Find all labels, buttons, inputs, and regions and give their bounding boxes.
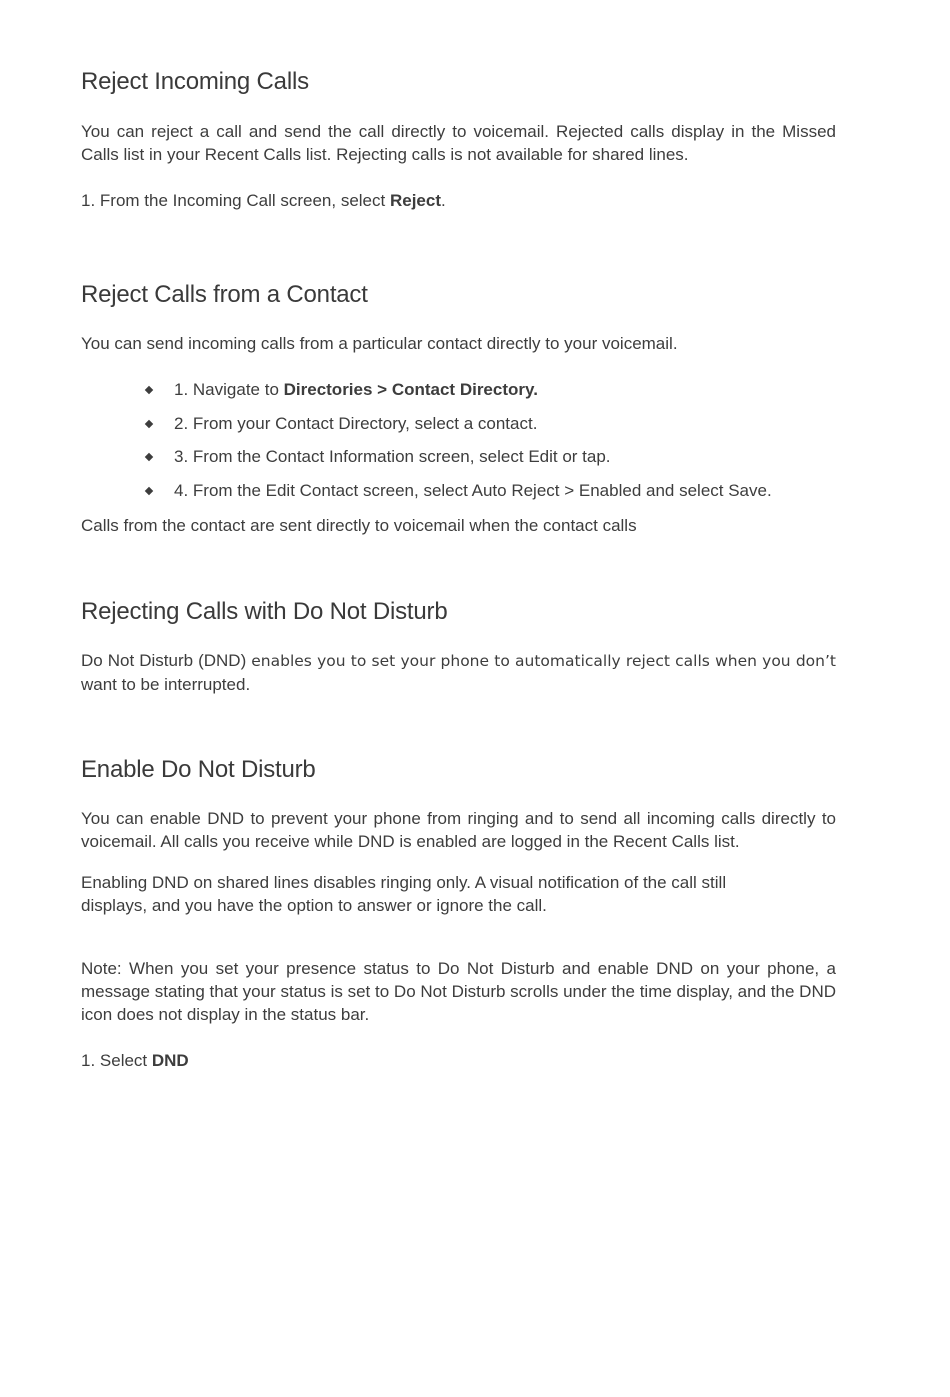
reject-incoming-body: You can reject a call and send the call directly to voicemail. Rejected calls display in the Missed Calls list in your Recent Calls list. Rejecting calls is not available for shared lines. xyxy=(81,122,836,164)
dnd-intro-body: Do Not Disturb (DND) enables you to set your phone to automatically reject calls when you don’t want to be interrupted. xyxy=(81,651,836,694)
enable-dnd-shared-lines-line1: Enabling DND on shared lines disables ringing only. A visual notification of the call still xyxy=(81,873,727,892)
reject-incoming-step: 1. From the Incoming Call screen, select Reject. xyxy=(81,191,446,210)
list-item: 4. From the Edit Contact screen, select Auto Reject > Enabled and select Save. xyxy=(81,479,836,513)
enable-dnd-step: 1. Select DND xyxy=(81,1051,189,1070)
dnd-note: Note: When you set your presence status to Do Not Disturb and enable DND on your phone, a message stating that your status is set to Do Not Disturb scrolls under the time display, and the DND icon does not display in the status bar. xyxy=(81,959,836,1024)
heading-enable-dnd: Enable Do Not Disturb xyxy=(81,756,316,783)
heading-reject-calls-from-contact: Reject Calls from a Contact xyxy=(81,281,368,308)
diamond-bullet-icon xyxy=(145,453,153,461)
diamond-bullet-icon xyxy=(145,486,153,494)
list-item: 1. Navigate to Directories > Contact Directory. xyxy=(81,378,836,412)
enable-dnd-body: You can enable DND to prevent your phone from ringing and to send all incoming calls directly to voicemail. All calls you receive while DND is enabled are logged in the Recent Calls list. xyxy=(81,809,836,851)
reject-keyword: Reject xyxy=(389,191,441,210)
reject-contact-footer: Calls from the contact are sent directly to voicemail when the contact calls xyxy=(81,516,637,535)
heading-reject-incoming-calls: Reject Incoming Calls xyxy=(81,68,309,95)
dnd-keyword: DND xyxy=(151,1051,189,1070)
contact-steps-list xyxy=(81,378,836,512)
list-item: 3. From the Contact Information screen, select Edit or tap. xyxy=(81,445,836,479)
heading-rejecting-calls-dnd: Rejecting Calls with Do Not Disturb xyxy=(81,598,448,625)
diamond-bullet-icon xyxy=(145,419,153,427)
diamond-bullet-icon xyxy=(145,386,153,394)
list-item: 2. From your Contact Directory, select a contact. xyxy=(81,412,836,446)
enable-dnd-shared-lines-line2: displays, and you have the option to answer or ignore the call. xyxy=(81,896,547,915)
reject-contact-body: You can send incoming calls from a particular contact directly to your voicemail. xyxy=(81,334,678,353)
